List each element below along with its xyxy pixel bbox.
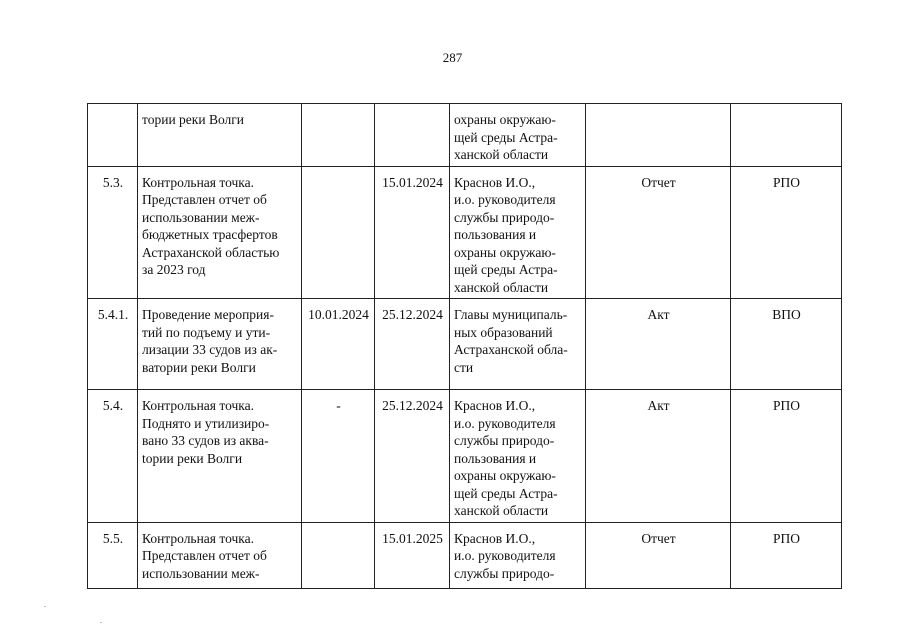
- scan-speck: [44, 606, 46, 607]
- cell-control-level: РПО: [731, 522, 842, 588]
- cell-name: Контрольная точка. Представлен отчет об использовании меж- бюджетных трасфертов Астраханской областью за 2023 год: [138, 166, 302, 299]
- page-number: 287: [442, 50, 463, 65]
- cell-name: Проведение мероприя- тий по подъему и ути- лизации 33 судов из ак- ватории реки Волги: [138, 299, 302, 390]
- cell-number: 5.3.: [88, 166, 138, 299]
- table-row: [88, 104, 842, 167]
- table-row: [88, 522, 842, 588]
- cell-end-date: 25.12.2024: [375, 390, 450, 523]
- cell-start-date: [302, 522, 375, 588]
- table-row: [88, 299, 842, 390]
- cell-document: Акт: [586, 390, 731, 523]
- cell-name: Контрольная точка. Поднято и утилизиро- вано 33 судов из аква- tории реки Волги: [138, 390, 302, 523]
- cell-document: Акт: [586, 299, 731, 390]
- cell-control-level: РПО: [731, 390, 842, 523]
- cell-responsible: Краснов И.О., и.о. руководителя службы природо- пользования и охраны окружаю- щей среды Астра- ханской области: [450, 390, 586, 523]
- cell-document: [586, 104, 731, 167]
- cell-control-level: ВПО: [731, 299, 842, 390]
- cell-document: Отчет: [586, 522, 731, 588]
- cell-number: 5.4.1.: [88, 299, 138, 390]
- cell-number: 5.4.: [88, 390, 138, 523]
- cell-document: Отчет: [586, 166, 731, 299]
- cell-start-date: [302, 166, 375, 299]
- scan-speck: [100, 622, 102, 623]
- cell-control-level: РПО: [731, 166, 842, 299]
- cell-start-date: 10.01.2024: [302, 299, 375, 390]
- cell-responsible: Краснов И.О., и.о. руководителя службы природо-: [450, 522, 586, 588]
- table-row: [88, 166, 842, 299]
- cell-start-date: -: [302, 390, 375, 523]
- cell-end-date: [375, 104, 450, 167]
- cell-control-level: [731, 104, 842, 167]
- cell-number: [88, 104, 138, 167]
- cell-end-date: 15.01.2025: [375, 522, 450, 588]
- cell-responsible: охраны окружаю- щей среды Астра- ханской области: [450, 104, 586, 167]
- cell-responsible: Главы муниципаль- ных образований Астраханской обла- сти: [450, 299, 586, 390]
- cell-name: тории реки Волги: [138, 104, 302, 167]
- cell-end-date: 25.12.2024: [375, 299, 450, 390]
- cell-end-date: 15.01.2024: [375, 166, 450, 299]
- plan-table: [87, 103, 842, 589]
- cell-start-date: [302, 104, 375, 167]
- cell-number: 5.5.: [88, 522, 138, 588]
- cell-responsible: Краснов И.О., и.о. руководителя службы природо- пользования и охраны окружаю- щей среды Астра- ханской области: [450, 166, 586, 299]
- cell-name: Контрольная точка. Представлен отчет об использовании меж-: [138, 522, 302, 588]
- table-row: [88, 390, 842, 523]
